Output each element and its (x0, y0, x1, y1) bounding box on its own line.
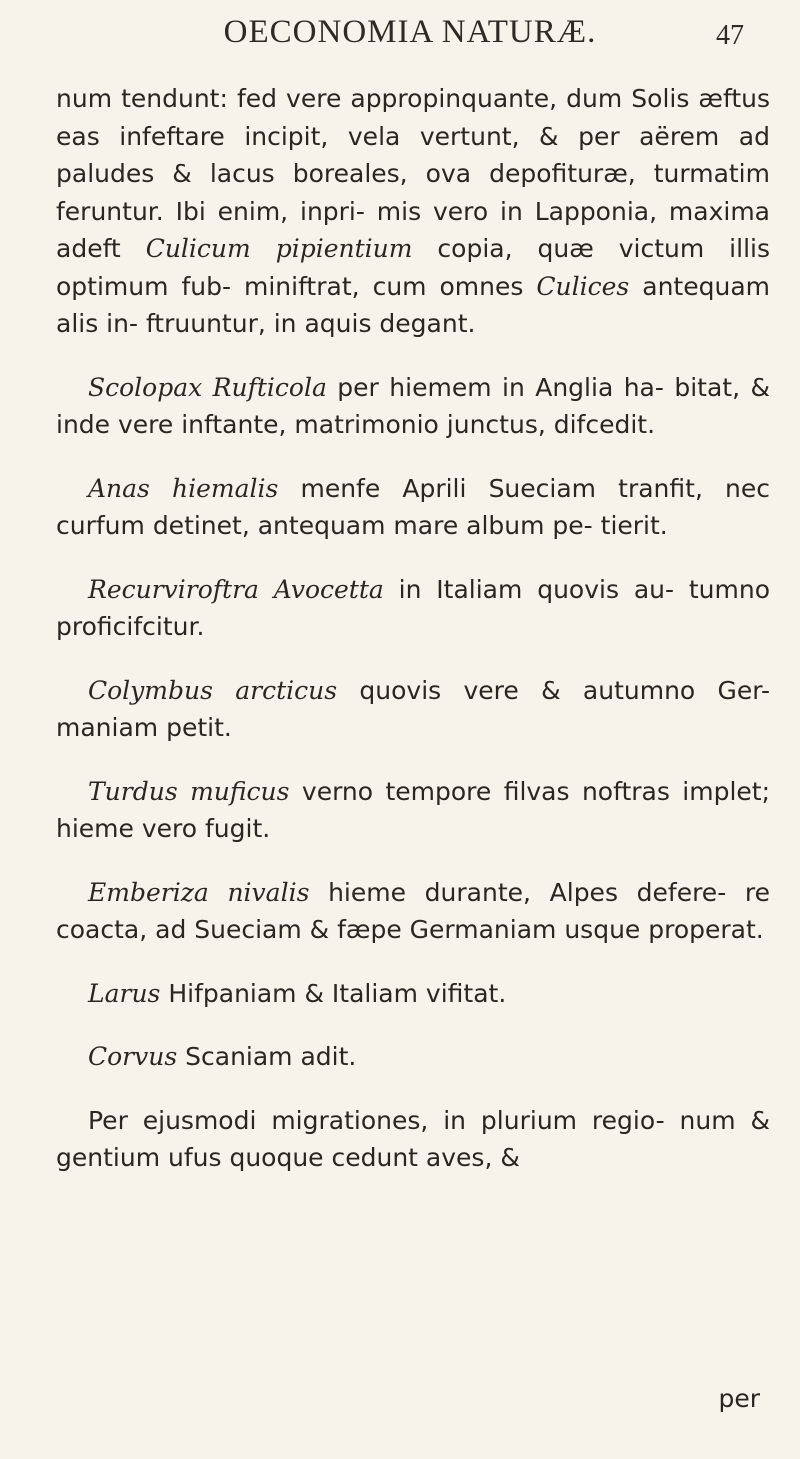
paragraph (56, 571, 770, 646)
paragraph (56, 672, 770, 747)
paragraph (56, 80, 770, 343)
species-name: Culices (536, 271, 630, 301)
page-number: 47 (716, 20, 744, 51)
species-name: Corvus (88, 1042, 178, 1071)
paragraph-text: Scaniam adit. (177, 1042, 357, 1071)
paragraph (56, 874, 770, 949)
species-name: Colymbus arcticus (88, 675, 338, 705)
paragraph (56, 773, 770, 848)
paragraph-text: quovis vere & autumno Ger- maniam petit. (56, 675, 770, 742)
paragraph-text: in Italiam quovis au- tumno proficifcitur. (56, 574, 771, 641)
paragraph (56, 1038, 770, 1076)
paragraph-text: Per ejusmodi migrationes, in plurium regio- num & gentium ufus quoque cedunt aves, & (56, 1105, 770, 1172)
paragraph-text: copia, quæ victum illis optimum fub- miniftrat, cum omnes (56, 234, 770, 301)
paragraph-text: menfe Aprili Sueciam tranfit, nec curfum detinet, antequam mare album pe- tierit. (56, 473, 770, 540)
species-name: Culicum pipientium (145, 234, 413, 263)
paragraph-text: per hiemem in Anglia ha- bitat, & inde vere inftante, matrimonio junctus, difcedit. (56, 372, 770, 439)
paragraph-text: Hifpaniam & Italiam vifitat. (160, 978, 507, 1008)
species-name: Turdus muficus (88, 776, 290, 806)
paragraph-text: num tendunt: fed vere appropinquante, dum Solis æftus eas infeftare incipit, vela vertunt, & per aërem ad paludes & lacus boreales, ova depofituræ, turmatim feruntur. Ibi enim, inpri- mis vero in Lapponia, maxima adeft (56, 84, 770, 263)
paragraph-text: antequam alis in- ftruuntur, in aquis degant. (56, 271, 770, 338)
catchword: per (718, 1384, 760, 1413)
body-text (56, 80, 770, 1177)
paragraph (56, 470, 770, 545)
paragraph (56, 369, 770, 444)
species-name: Emberiza nivalis (88, 877, 310, 907)
species-name: Recurviroftra Avocetta (88, 574, 384, 604)
species-name: Scolopax Rufticola (88, 372, 327, 402)
paragraph-text: hieme durante, Alpes defere- re coacta, ad Sueciam & fæpe Germaniam usque properat. (56, 877, 770, 944)
species-name: Larus (88, 978, 161, 1008)
species-name: Anas hiemalis (88, 473, 279, 503)
paragraph (56, 1102, 770, 1177)
paragraph-text: verno tempore filvas noftras implet; hieme vero fugit. (56, 776, 770, 843)
paragraph (56, 975, 770, 1013)
running-title: OECONOMIA NATURÆ. (223, 14, 597, 50)
